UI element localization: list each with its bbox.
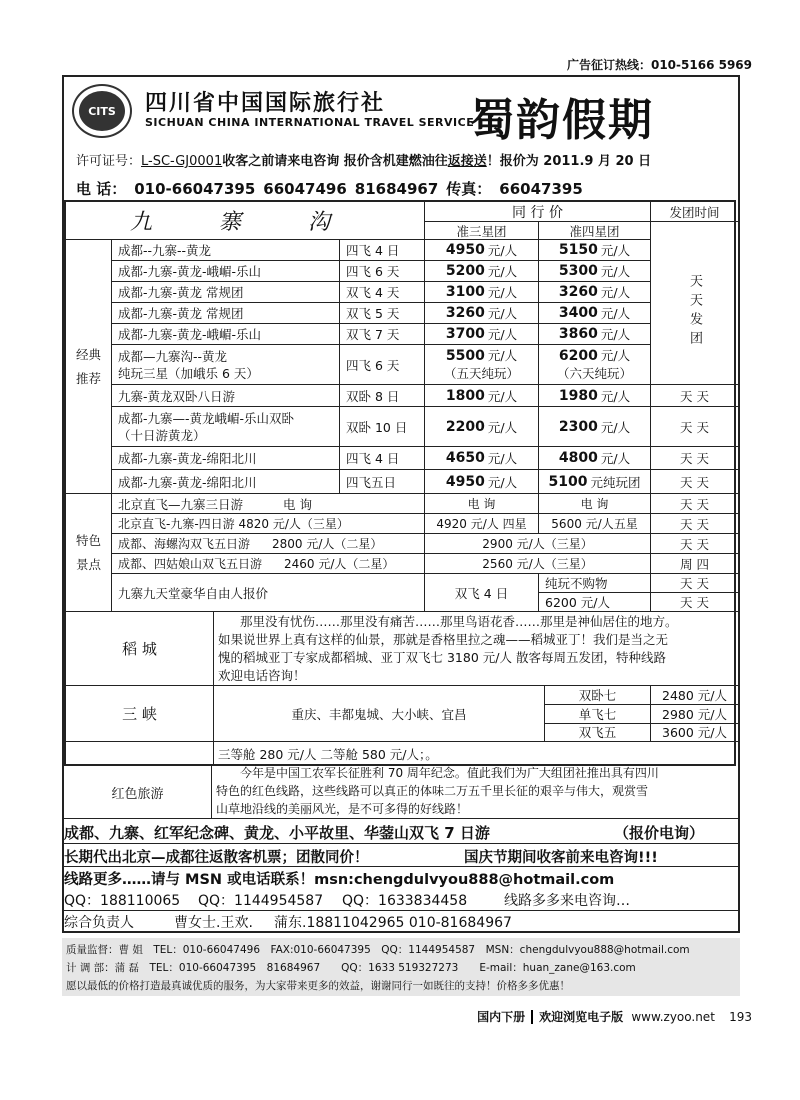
price-value: 3260 [558,284,598,300]
price-value: 2300 [558,418,598,435]
divider [64,910,738,911]
travel-mode: 双飞 4 日 [425,574,539,612]
route-note: 纯玩三星（加峨乐 6 天） [118,365,259,381]
sanxia-price: 3600 元/人 [651,723,738,742]
depart-time: 天 天 [651,534,738,554]
route-name: 成都、四姑娘山双飞五日游 [118,557,263,571]
footer-contact [62,938,740,996]
price-unit: 元/人 [600,388,631,404]
line-text: 长期代出北京—成都往返散客机票；团散同价！ [64,850,369,866]
price-3star: 4920 元/人 四星 [425,514,539,534]
price-table [64,200,736,766]
depart-time: 天 天 [651,494,738,514]
travel-mode: 四飞 6 天 [340,261,425,282]
red-desc [216,764,736,818]
depart-time: 天 天 [651,593,738,612]
line-text: 综合负责人 [64,915,134,931]
line-1 [64,822,705,843]
price-3star [425,385,539,407]
price-4star [539,282,651,303]
depart-time: 天 天 [651,574,738,593]
site-link[interactable]: www.zyoo.net [631,1010,715,1024]
price-unit: 元/人 [600,327,631,342]
price-value: 4800 [558,450,598,466]
sanxia-label-spacer [66,742,214,766]
price-value: 3700 [445,326,485,342]
line-text: 曹女士.王欢. [174,915,253,931]
line-text: QQ：1633834458 [342,893,468,909]
desc-line: 那里没有忧伤……那里没有痛苦……那里鸟语花香……那里是神仙居住的地方。 [240,613,678,629]
license-underlined: 返接送 [447,154,487,169]
table-row [112,407,340,447]
price-4star [539,385,651,407]
desc-line: 愧的稻城亚丁专家成都稻城、亚丁双飞七 3180 元/人 散客每周五发团，特种线路 [218,649,666,665]
sanxia-option: 双卧七 [545,686,651,705]
travel-mode: 四飞五日 [340,470,425,494]
route-note: （十日游黄龙） [118,427,206,443]
route-name: 成都-九寨-黄龙 常规团 [112,303,340,324]
price-3star [425,303,539,324]
sanxia-cabin: 三等舱 280 元/人 二等舱 580 元/人；。 [218,747,438,762]
option-label: 纯玩不购物 [539,574,651,593]
price-unit: 元/人 [487,306,518,321]
price-value: 5300 [558,263,598,279]
table-row [112,345,340,385]
price-value: 3100 [445,284,485,300]
daocheng-desc [214,612,738,686]
travel-mode: 双卧 8 日 [340,385,425,407]
price-unit: 元/人 [600,419,631,435]
depart-daily: 天天发团 [651,240,738,385]
depart-time: 天 天 [651,514,738,534]
route-name: 九寨-黄龙双卧八日游 [112,385,340,407]
sanxia-price: 2980 元/人 [651,705,738,724]
route-name: 成都-九寨-黄龙-峨嵋-乐山 [112,324,340,345]
phone-line [76,178,591,199]
price-value: 3260 [445,305,485,321]
line-4 [64,890,630,910]
route-name: 成都-九寨—-黄龙峨嵋-乐山双卧 [118,410,295,426]
price-unit: 元/人 [600,285,631,300]
travel-mode: 双卧 10 日 [340,407,425,447]
depart-time: 天 天 [651,385,738,407]
line-5 [64,912,512,932]
route-name: 成都-九寨-黄龙-峨嵋-乐山 [112,261,340,282]
price-unit: 元/人 [600,306,631,321]
price-4star: 电 询 [539,494,651,514]
price-4star [539,470,651,494]
special-route [112,534,425,554]
price-3star [425,447,539,470]
price-4star [539,345,651,385]
phone-number: 66047496 [263,180,347,198]
route-price: 电 询 [283,496,312,512]
price-unit: 元/人 [600,243,631,258]
col-depart: 发团时间 [651,202,738,222]
license-prefix: 许可证号： [76,154,142,169]
price-value: 5200 [445,263,485,279]
price-3star [425,282,539,303]
price-unit: 元/人 [487,327,518,342]
page-bar [477,1008,752,1025]
table-title: 九 寨 沟 [66,202,425,240]
price-4star [539,261,651,282]
license-text1: 收客之前请来电咨询 报价含机建燃油往 [222,154,448,169]
footer-row: 愿以最低的价格打造最真诚优质的服务，为大家带来更多的效益，谢谢同行一如既往的支持！价格多多优惠！ [66,980,570,992]
route-name: 成都-九寨-黄龙 常规团 [112,282,340,303]
line-text: 线路多多来电咨询… [504,893,630,909]
section-label: 国内下册 [477,1010,526,1024]
price-note: （六天纯玩） [556,366,632,381]
price-4star [539,324,651,345]
divider [64,866,738,867]
fax-label: 传真： [446,180,492,198]
special-route [112,494,425,514]
price-4star [539,240,651,261]
price-3star [425,240,539,261]
travel-mode: 双飞 7 天 [340,324,425,345]
price-unit: 元/人 [600,264,631,279]
route-name: 九寨九天堂豪华自由人报价 [112,574,425,612]
license-text2: ！报价为 2011.9 月 20 日 [486,154,652,169]
cits-seal-text: CITS [79,91,125,131]
special-route [112,514,425,534]
daocheng-label: 稻 城 [66,612,214,686]
price-unit: 元/人 [487,474,518,490]
price-value: 4950 [445,473,485,490]
desc-line: 如果说世界上真有这样的仙景，那就是香格里拉之魂——稻城亚丁！我们是当之无 [218,631,669,647]
price-value: 4650 [445,450,485,466]
brand-title: 蜀韵假期 [470,95,654,146]
price-unit: 元/人 [600,451,631,466]
price-value: 3860 [558,326,598,342]
price-unit: 元/人 [487,419,518,435]
group-classic: 经典推荐 [66,240,112,494]
cits-logo [72,84,132,138]
footer-row: 计 调 部：蒲 磊 TEL：010-66047395 81684967 QQ：1633 519327273 E-mail：huan_zane@163.com [66,962,636,974]
group-special: 特色景点 [66,494,112,612]
phone-label: 电 话： [76,180,127,198]
option-price: 6200 元/人 [539,593,651,612]
desc-line: 山草地沿线的美丽风光，是不可多得的好线路！ [216,802,469,816]
price-4star [539,447,651,470]
price-unit: 元/人 [487,264,518,279]
sanxia-label: 三 峡 [66,686,214,742]
line-text: QQ：1144954587 [198,893,324,909]
travel-mode: 四飞 4 日 [340,240,425,261]
divider [64,818,738,819]
agency-name-en: SICHUAN CHINA INTERNATIONAL TRAVEL SERVICE [145,116,475,129]
route-name: 成都、海螺沟双飞五日游 [118,537,251,551]
travel-mode: 双飞 4 天 [340,282,425,303]
depart-time: 天 天 [651,470,738,494]
header-spacer [651,222,738,240]
price-unit: 元/人 [600,348,631,363]
agency-name-cn: 四川省中国国际旅行社 [145,90,386,116]
desc-line: 今年是中国工农军长征胜利 70 周年纪念。值此我们为广大组团社推出具有四川 [240,766,659,780]
travel-mode: 双飞 5 天 [340,303,425,324]
depart-time: 天 天 [651,407,738,447]
line-text: （报价电询） [614,824,705,842]
phone-number: 010-66047395 [134,180,256,198]
price-4star: 5600 元/人五星 [539,514,651,534]
price-3star [425,345,539,385]
col-4star: 准四星团 [539,222,651,240]
price-value: 1980 [558,387,598,404]
footer-row: 质量监督：曹 姐 TEL：010-66047496 FAX:010-66047395 QQ：1144954587 MSN：chengdulvyou888@hotmail.com [66,944,690,956]
price-value: 4950 [445,242,485,258]
peer-price-header: 同 行 价 [425,202,651,222]
route-name: 成都-九寨-黄龙-绵阳北川 [112,470,340,494]
ad-hotline: 广告征订热线：010-5166 5969 [566,58,752,72]
price-note: （五天纯玩） [443,366,519,381]
price-unit: 元/人 [487,243,518,258]
line-text: 国庆节期间收客前来电咨询!!! [464,850,658,866]
red-label: 红色旅游 [64,766,212,818]
price-3star [425,470,539,494]
sanxia-option: 双飞五 [545,723,651,742]
page-number: 193 [729,1010,752,1024]
travel-mode: 四飞 6 天 [340,345,425,385]
line-2 [64,846,658,867]
col-3star: 准三星团 [425,222,539,240]
route-name: 成都—九寨沟--黄龙 [118,348,228,364]
route-name: 北京直飞—九寨三日游 [118,496,244,512]
ebook-label: 欢迎浏览电子版 [539,1010,624,1024]
travel-mode: 四飞 4 日 [340,447,425,470]
divider [64,843,738,844]
route-price: 2800 元/人（二星） [272,537,383,551]
special-route [112,554,425,574]
license-line [76,150,651,169]
price-3star [425,324,539,345]
line-text: QQ：188110065 [64,893,181,909]
desc-line: 欢迎电话咨询！ [218,667,306,683]
price-value: 3400 [558,305,598,321]
route-price: 2460 元/人（二星） [284,557,395,571]
price-3star: 电 询 [425,494,539,514]
price-unit: 元/人 [487,388,518,404]
license-code: L-SC-GJ0001 [141,154,223,169]
phone-number: 81684967 [354,180,439,198]
depart-time: 周 四 [651,554,738,574]
price-unit: 元/人 [487,348,518,363]
sanxia-option: 单飞七 [545,705,651,724]
price-3star: 2900 元/人（三星） [425,534,651,554]
price-value: 6200 [558,348,598,364]
line-text: 成都、九寨、红军纪念碑、黄龙、小平故里、华蓥山双飞 7 日游 [64,824,490,842]
price-unit: 元纯玩团 [590,474,641,490]
price-3star [425,261,539,282]
line-text: 蒲东.18811042965 010-81684967 [274,915,512,931]
line-3: 线路更多……请与 MSN 或电话联系！msn:chengdulvyou888@hotmail.com [64,872,615,888]
sanxia-route: 重庆、丰都鬼城、大小峡、宜昌 [214,686,545,742]
price-unit: 元/人 [487,285,518,300]
sanxia-price: 2480 元/人 [651,686,738,705]
route-name: 北京直飞-九寨-四日游 4820 元/人（三星） [118,517,349,531]
price-value: 5500 [445,348,485,364]
price-value: 2200 [445,418,485,435]
price-value: 5100 [548,473,588,490]
price-3star: 2560 元/人（三星） [425,554,651,574]
price-value: 1800 [445,387,485,404]
depart-time: 天 天 [651,447,738,470]
price-3star [425,407,539,447]
desc-line: 特色的红色线路，这些线路可以真正的体味二万五千里长征的艰辛与伟大，观赏雪 [216,784,649,798]
price-value: 5150 [558,242,598,258]
fax-number: 66047395 [499,180,583,198]
price-unit: 元/人 [487,451,518,466]
route-name: 成都-九寨-黄龙-绵阳北川 [112,447,340,470]
price-4star [539,407,651,447]
price-4star [539,303,651,324]
route-name: 成都--九寨--黄龙 [112,240,340,261]
